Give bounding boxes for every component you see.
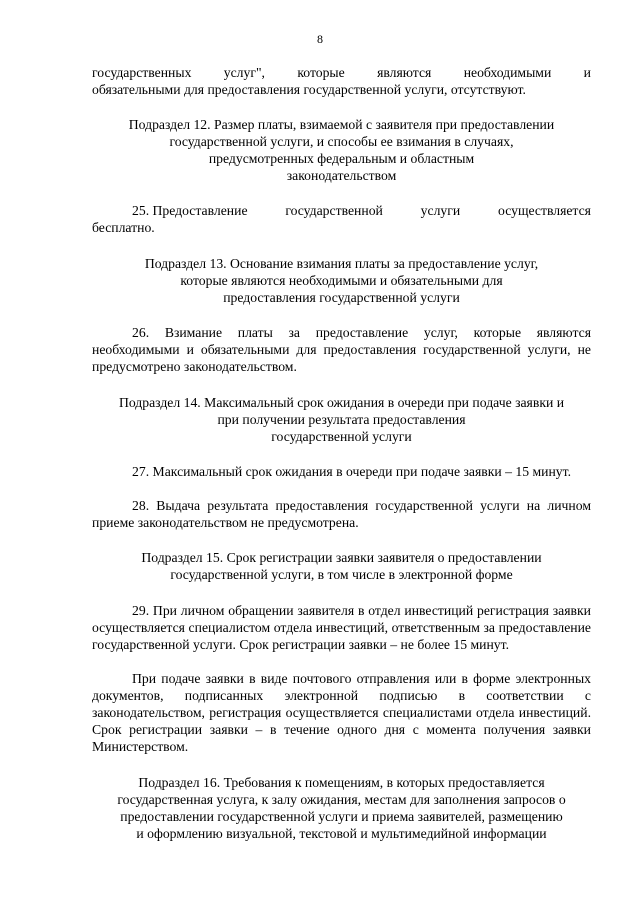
paragraph-27: 27. Максимальный срок ожидания в очереди при подаче заявки – 15 минут. [132, 464, 571, 479]
subsection-14-heading: Подраздел 14. Максимальный срок ожидания в очереди при подаче заявки и при получении результата предоставления государственной услуги [118, 395, 565, 444]
subsection-16-heading: Подраздел 16. Требования к помещениям, в которых предоставляется государственная услуга, к залу ожидания, местам для заполнения запросов о предоставлении государственной услуги и приема заявителей, размещению и оформлению визуальной, текстовой и мультимедийной информации [117, 775, 566, 841]
page-number: 8 [317, 32, 323, 46]
paragraph-25 [92, 202, 591, 236]
subsection-12-heading: Подраздел 12. Размер платы, взимаемой с заявителя при предоставлении государственной услуги, и способы ее взимания в случаях, предусмотренных федеральным и областным законодательством [128, 117, 555, 183]
paragraph-29: 29. При личном обращении заявителя в отдел инвестиций регистрация заявки осуществляется специалистом отдела инвестиций, ответственным за предоставление государственной услуги. Срок регистрации заявки – не более 15 минут. [92, 603, 591, 652]
paragraph-25-line-1: 25. Предоставление государственной услуги осуществляется [132, 203, 591, 218]
subsection-15-heading: Подраздел 15. Срок регистрации заявки заявителя о предоставлении государственной услуги, в том числе в электронной форме [141, 550, 542, 582]
subsection-13-heading: Подраздел 13. Основание взимания платы за предоставление услуг, которые являются необходимыми и обязательными для предоставления государственной услуги [144, 256, 539, 305]
paragraph-intro-line-1: государственных услуг", которые являются необходимыми и [92, 65, 591, 80]
paragraph-26: 26. Взимание платы за предоставление услуг, которые являются необходимыми и обязательными для предоставления государственной услуги, не предусмотрено законодательством. [92, 325, 591, 374]
paragraph-intro [92, 64, 591, 98]
paragraph-29-continuation: При подаче заявки в виде почтового отправления или в форме электронных документов, подписанных электронной подписью в соответствии с законодательством, регистрация осуществляется специалистами отдела инвестиций. Срок регистрации заявки – в течение одного дня с момента получения заявки Министерством. [92, 671, 591, 754]
paragraph-intro-line-2: обязательными для предоставления государственной услуги, отсутствуют. [92, 82, 526, 97]
paragraph-28: 28. Выдача результата предоставления государственной услуги на личном приеме законодательством не предусмотрена. [92, 498, 591, 530]
paragraph-25-line-2: бесплатно. [92, 220, 155, 235]
